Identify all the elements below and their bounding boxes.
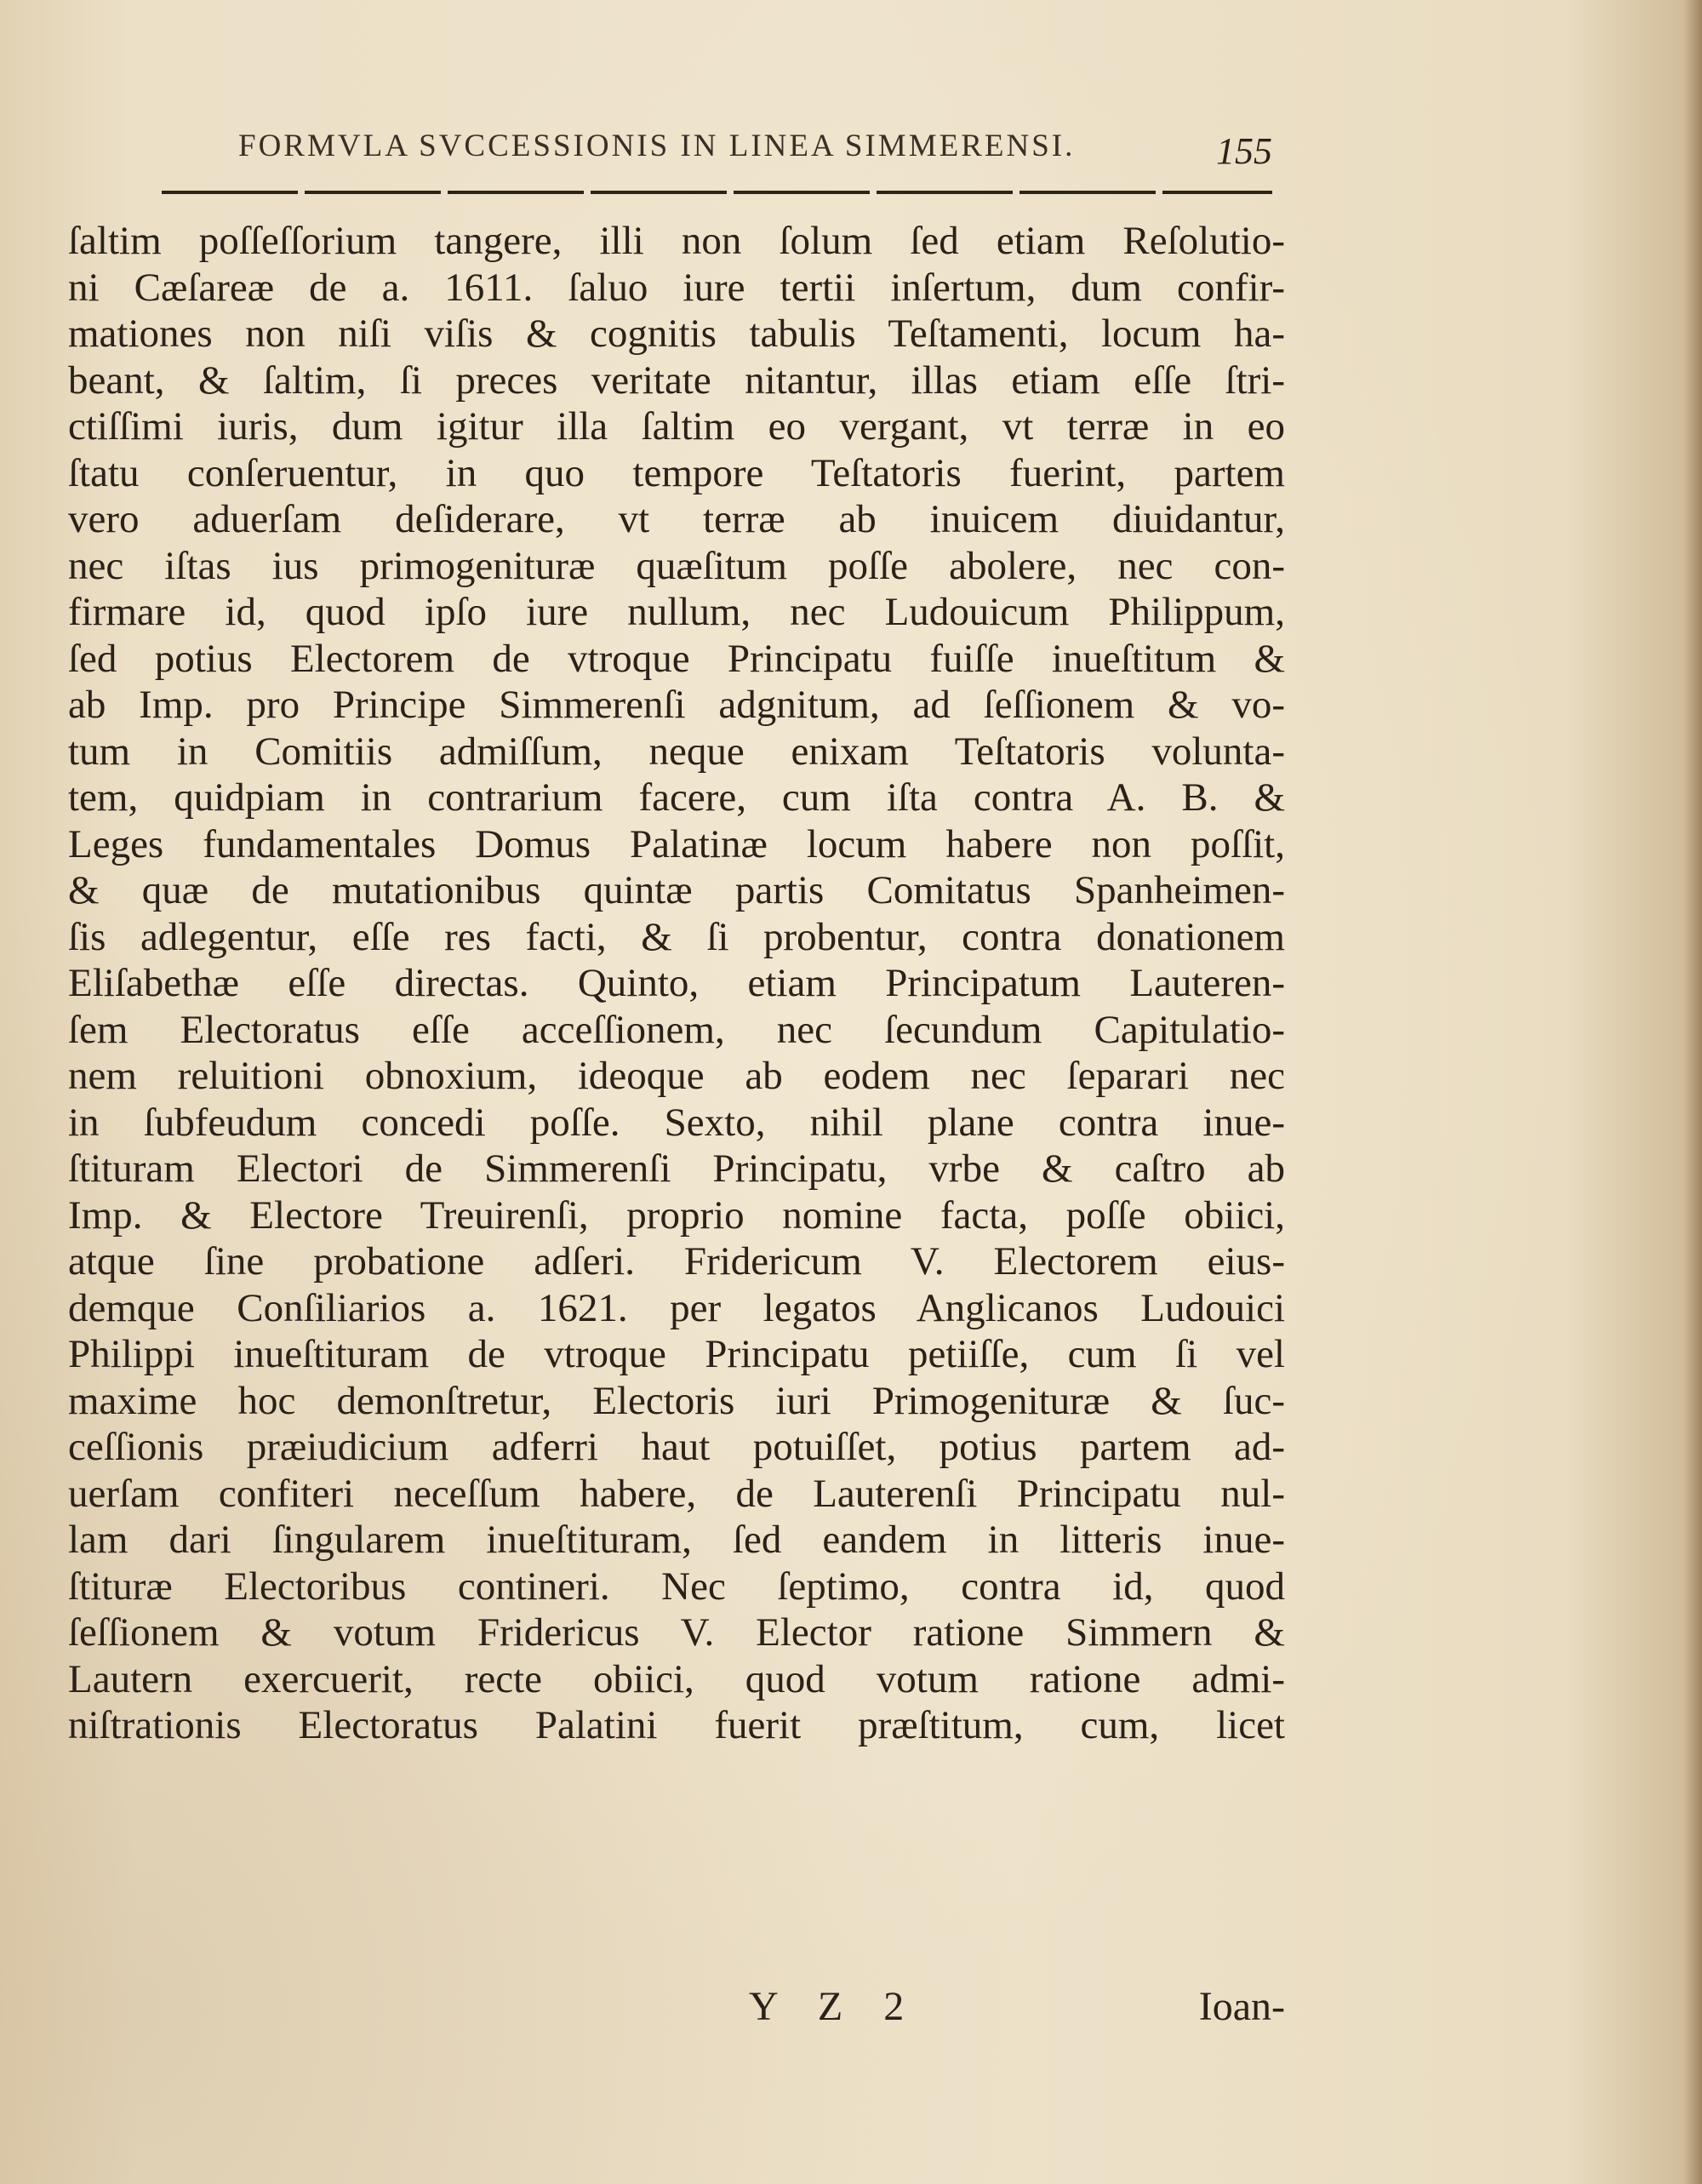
body-text — [68, 218, 1285, 1749]
text-line: maxime hoc demonſtretur, Electoris iuri Primogenituræ & ſuc- — [68, 1378, 1285, 1423]
text-line: Leges fundamentales Domus Palatinæ locum habere non poſſit, — [68, 821, 1285, 866]
signature-mark: Y Z 2 — [749, 1984, 920, 2029]
text-line: in ſubfeudum concedi poſſe. Sexto, nihil plane contra inue- — [68, 1100, 1285, 1145]
text-line: ſtituram Electori de Simmerenſi Principatu, vrbe & caſtro ab — [68, 1146, 1285, 1191]
text-line: ſtituræ Electoribus contineri. Nec ſeptimo, contra id, quod — [68, 1564, 1285, 1609]
header-rule — [162, 191, 1272, 194]
text-line: tem, quidpiam in contrarium facere, cum iſta contra A. B. & — [68, 775, 1285, 820]
page-edge-shadow — [1683, 0, 1702, 2184]
text-line: ctiſſimi iuris, dum igitur illa ſaltim eo vergant, vt terræ in eo — [68, 404, 1285, 449]
text-line: ſed potius Electorem de vtroque Principatu fuiſſe inueſtitum & — [68, 636, 1285, 681]
running-head: FORMVLA SVCCESSIONIS IN LINEA SIMMERENSI. — [238, 129, 1076, 163]
text-line: vero aduerſam deſiderare, vt terræ ab inuicem diuidantur, — [68, 497, 1285, 541]
catchword: Ioan- — [1198, 1984, 1285, 2029]
text-line: ſem Electoratus eſſe acceſſionem, nec ſecundum Capitulatio- — [68, 1007, 1285, 1052]
text-line: ceſſionis præiudicium adferri haut potuiſſet, potius partem ad- — [68, 1425, 1285, 1469]
text-line: nec iſtas ius primogenituræ quæſitum poſſe abolere, nec con- — [68, 543, 1285, 588]
page-footer — [68, 1983, 1285, 2034]
text-line: demque Conſiliarios a. 1621. per legatos Anglicanos Ludouici — [68, 1285, 1285, 1330]
text-line: Imp. & Electore Treuirenſi, proprio nomine facta, poſſe obiici, — [68, 1192, 1285, 1238]
text-line: niſtrationis Electoratus Palatini fuerit præſtitum, cum, licet — [68, 1703, 1285, 1747]
text-line: ab Imp. pro Principe Simmerenſi adgnitum, ad ſeſſionem & vo- — [68, 683, 1285, 727]
text-line: firmare id, quod ipſo iure nullum, nec Ludouicum Philippum, — [68, 590, 1285, 634]
text-line: lam dari ſingularem inueſtituram, ſed eandem in litteris inue- — [68, 1518, 1285, 1562]
text-line: atque ſine probatione adſeri. Fridericum V. Electorem eius- — [68, 1239, 1285, 1284]
text-line: ſaltim poſſeſſorium tangere, illi non ſolum ſed etiam Reſolutio- — [68, 219, 1285, 263]
text-line: nem reluitioni obnoxium, ideoque ab eodem nec ſeparari nec — [68, 1054, 1285, 1098]
text-line: ni Cæſareæ de a. 1611. ſaluo iure tertii inſertum, dum confir- — [68, 265, 1285, 310]
text-line: uerſam confiteri neceſſum habere, de Lauterenſi Principatu nul- — [68, 1471, 1285, 1516]
text-line: ſis adlegentur, eſſe res facti, & ſi probentur, contra donationem — [68, 914, 1285, 959]
text-line: & quæ de mutationibus quintæ partis Comitatus Spanheimen- — [68, 868, 1285, 912]
text-line: Lautern exercuerit, recte obiici, quod votum ratione admi- — [68, 1656, 1285, 1701]
page-header — [162, 128, 1272, 180]
text-line: beant, & ſaltim, ſi preces veritate nitantur, illas etiam eſſe ſtri- — [68, 357, 1285, 403]
text-line: ſtatu conſeruentur, in quo tempore Teſtatoris fuerint, partem — [68, 450, 1285, 495]
text-line: mationes non niſi viſis & cognitis tabulis Teſtamenti, locum ha- — [68, 312, 1285, 356]
text-line: ſeſſionem & votum Fridericus V. Elector ratione Simmern & — [68, 1610, 1285, 1655]
text-line: tum in Comitiis admiſſum, neque enixam Teſtatoris volunta- — [68, 729, 1285, 774]
text-line: Philippi inueſtituram de vtroque Principatu petiiſſe, cum ſi vel — [68, 1332, 1285, 1376]
page-number: 155 — [1216, 130, 1272, 172]
text-line: Eliſabethæ eſſe directas. Quinto, etiam Principatum Lauteren- — [68, 961, 1285, 1005]
